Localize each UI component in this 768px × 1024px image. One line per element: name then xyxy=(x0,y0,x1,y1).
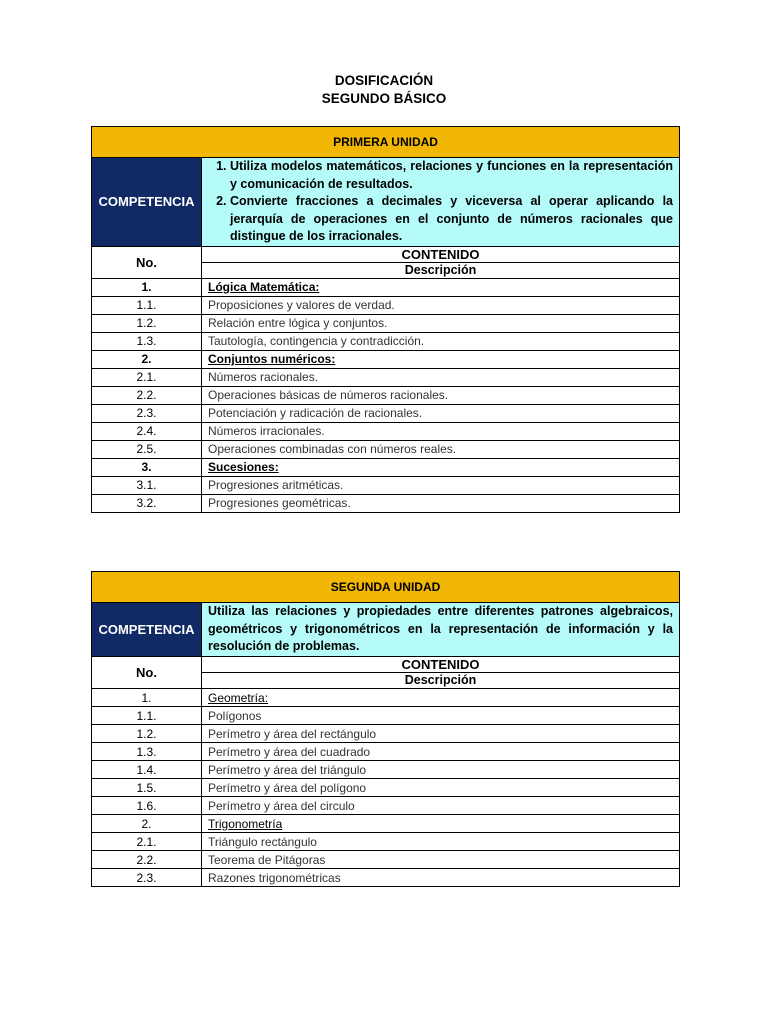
row-description: Conjuntos numéricos: xyxy=(202,350,680,368)
content-row xyxy=(92,743,680,761)
contenido-header: CONTENIDO xyxy=(202,657,680,673)
content-row xyxy=(92,314,680,332)
descripcion-header: Descripción xyxy=(202,673,680,689)
competencia-paragraph: Utiliza las relaciones y propiedades entre diferentes patrones algebraicos, geométricos y trigonométricos en la representación de información y la resolución de problemas. xyxy=(208,604,673,654)
row-description: Lógica Matemática: xyxy=(202,278,680,296)
competencia-item: 1. Utiliza modelos matemáticos, relaciones y funciones en la representación y comunicación de resultados. xyxy=(230,158,673,193)
row-description: Perímetro y área del polígono xyxy=(202,779,680,797)
row-description: Teorema de Pitágoras xyxy=(202,851,680,869)
row-description: Razones trigonométricas xyxy=(202,869,680,887)
row-number: 2.2. xyxy=(92,851,202,869)
content-row xyxy=(92,422,680,440)
content-rows xyxy=(92,278,680,512)
unit-table-primera xyxy=(91,126,680,513)
row-description: Proposiciones y valores de verdad. xyxy=(202,296,680,314)
content-row xyxy=(92,476,680,494)
content-row xyxy=(92,368,680,386)
competencia-list xyxy=(208,158,673,246)
row-number: 1.2. xyxy=(92,725,202,743)
content-row xyxy=(92,779,680,797)
competencia-text xyxy=(202,603,680,657)
row-description: Potenciación y radicación de racionales. xyxy=(202,404,680,422)
row-description: Polígonos xyxy=(202,707,680,725)
competencia-item: 2. Convierte fracciones a decimales y viceversa al operar aplicando la jerarquía de operaciones en el conjunto de números racionales que distingue de los irracionales. xyxy=(230,193,673,246)
content-row xyxy=(92,761,680,779)
content-row xyxy=(92,386,680,404)
row-number: 2.3. xyxy=(92,404,202,422)
unit-header: SEGUNDA UNIDAD xyxy=(92,572,680,603)
row-number: 2. xyxy=(92,350,202,368)
content-row xyxy=(92,851,680,869)
content-row xyxy=(92,725,680,743)
content-row xyxy=(92,833,680,851)
content-row xyxy=(92,440,680,458)
content-row xyxy=(92,404,680,422)
content-row xyxy=(92,332,680,350)
content-rows xyxy=(92,689,680,887)
row-number: 2.4. xyxy=(92,422,202,440)
row-number: 2.3. xyxy=(92,869,202,887)
row-number: 1.3. xyxy=(92,332,202,350)
content-row xyxy=(92,458,680,476)
row-number: 1. xyxy=(92,278,202,296)
no-column-header: No. xyxy=(92,657,202,689)
contenido-header: CONTENIDO xyxy=(202,246,680,262)
unit-header: PRIMERA UNIDAD xyxy=(92,127,680,158)
descripcion-header: Descripción xyxy=(202,262,680,278)
row-number: 1.1. xyxy=(92,296,202,314)
row-number: 2. xyxy=(92,815,202,833)
row-description: Perímetro y área del circulo xyxy=(202,797,680,815)
content-row xyxy=(92,689,680,707)
row-description: Sucesiones: xyxy=(202,458,680,476)
row-description: Tautología, contingencia y contradicción. xyxy=(202,332,680,350)
document-title xyxy=(0,72,768,108)
content-row xyxy=(92,350,680,368)
unit-table-segunda xyxy=(91,571,680,887)
row-description: Relación entre lógica y conjuntos. xyxy=(202,314,680,332)
content-row xyxy=(92,278,680,296)
row-description: Números racionales. xyxy=(202,368,680,386)
row-number: 2.2. xyxy=(92,386,202,404)
row-number: 2.1. xyxy=(92,368,202,386)
row-number: 3.1. xyxy=(92,476,202,494)
row-description: Perímetro y área del rectángulo xyxy=(202,725,680,743)
row-number: 1. xyxy=(92,689,202,707)
row-number: 3. xyxy=(92,458,202,476)
competencia-label: COMPETENCIA xyxy=(92,603,202,657)
document-title-line2: SEGUNDO BÁSICO xyxy=(321,91,447,106)
row-number: 1.5. xyxy=(92,779,202,797)
content-row xyxy=(92,869,680,887)
row-description: Operaciones combinadas con números reales. xyxy=(202,440,680,458)
content-row xyxy=(92,296,680,314)
competencia-label: COMPETENCIA xyxy=(92,158,202,247)
row-number: 1.1. xyxy=(92,707,202,725)
content-row xyxy=(92,797,680,815)
row-description: Perímetro y área del triángulo xyxy=(202,761,680,779)
row-number: 1.3. xyxy=(92,743,202,761)
row-number: 2.1. xyxy=(92,833,202,851)
competencia-text xyxy=(202,158,680,247)
content-row xyxy=(92,707,680,725)
row-description: Progresiones geométricas. xyxy=(202,494,680,512)
row-description: Trigonometría xyxy=(202,815,680,833)
row-description: Números irracionales. xyxy=(202,422,680,440)
row-description: Progresiones aritméticas. xyxy=(202,476,680,494)
content-row xyxy=(92,494,680,512)
row-number: 1.6. xyxy=(92,797,202,815)
row-description: Geometría: xyxy=(202,689,680,707)
row-number: 3.2. xyxy=(92,494,202,512)
no-column-header: No. xyxy=(92,246,202,278)
content-row xyxy=(92,815,680,833)
row-number: 1.2. xyxy=(92,314,202,332)
row-description: Operaciones básicas de números racionales. xyxy=(202,386,680,404)
row-number: 1.4. xyxy=(92,761,202,779)
row-description: Perímetro y área del cuadrado xyxy=(202,743,680,761)
document-title-line1: DOSIFICACIÓN xyxy=(334,73,434,88)
row-number: 2.5. xyxy=(92,440,202,458)
row-description: Triángulo rectángulo xyxy=(202,833,680,851)
